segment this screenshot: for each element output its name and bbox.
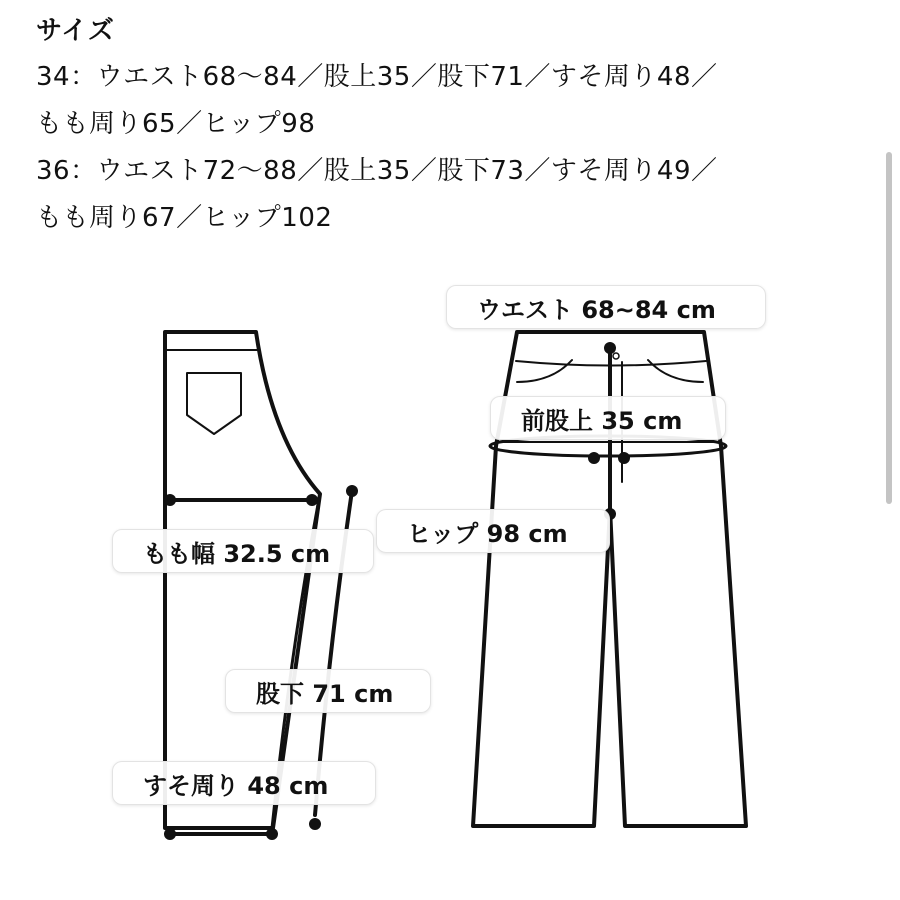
waist-label: ウエスト 68~84 cm	[446, 285, 766, 329]
waist-button-icon	[613, 353, 619, 359]
size-34-line-1: 34：ウエスト68〜84／股上35／股下71／すそ周り48／	[36, 62, 718, 92]
rise-right-dot	[618, 452, 630, 464]
size-36-line-2: もも周り67／ヒップ102	[36, 203, 333, 233]
vertical-scrollbar[interactable]	[886, 152, 892, 504]
thigh-width-label: もも幅 32.5 cm	[112, 529, 374, 573]
back-pocket-icon	[187, 373, 241, 434]
size-34-line-2: もも周り65／ヒップ98	[36, 109, 316, 139]
size-36-line-1: 36：ウエスト72〜88／股上35／股下73／すそ周り49／	[36, 156, 718, 186]
waist-dot	[604, 342, 616, 354]
hip-label: ヒップ 98 cm	[376, 509, 610, 553]
size-heading: サイズ	[36, 16, 115, 46]
rise-left-dot	[588, 452, 600, 464]
hem-label: すそ周り 48 cm	[112, 761, 376, 805]
front-rise-label: 前股上 35 cm	[490, 396, 726, 440]
thigh-left-dot	[164, 494, 176, 506]
thigh-right-dot	[306, 494, 318, 506]
hem-left-dot	[164, 828, 176, 840]
inseam-label: 股下 71 cm	[225, 669, 431, 713]
hem-right-dot	[266, 828, 278, 840]
inseam-top-dot	[346, 485, 358, 497]
side-view-outline	[165, 332, 320, 828]
inseam-bottom-dot	[309, 818, 321, 830]
